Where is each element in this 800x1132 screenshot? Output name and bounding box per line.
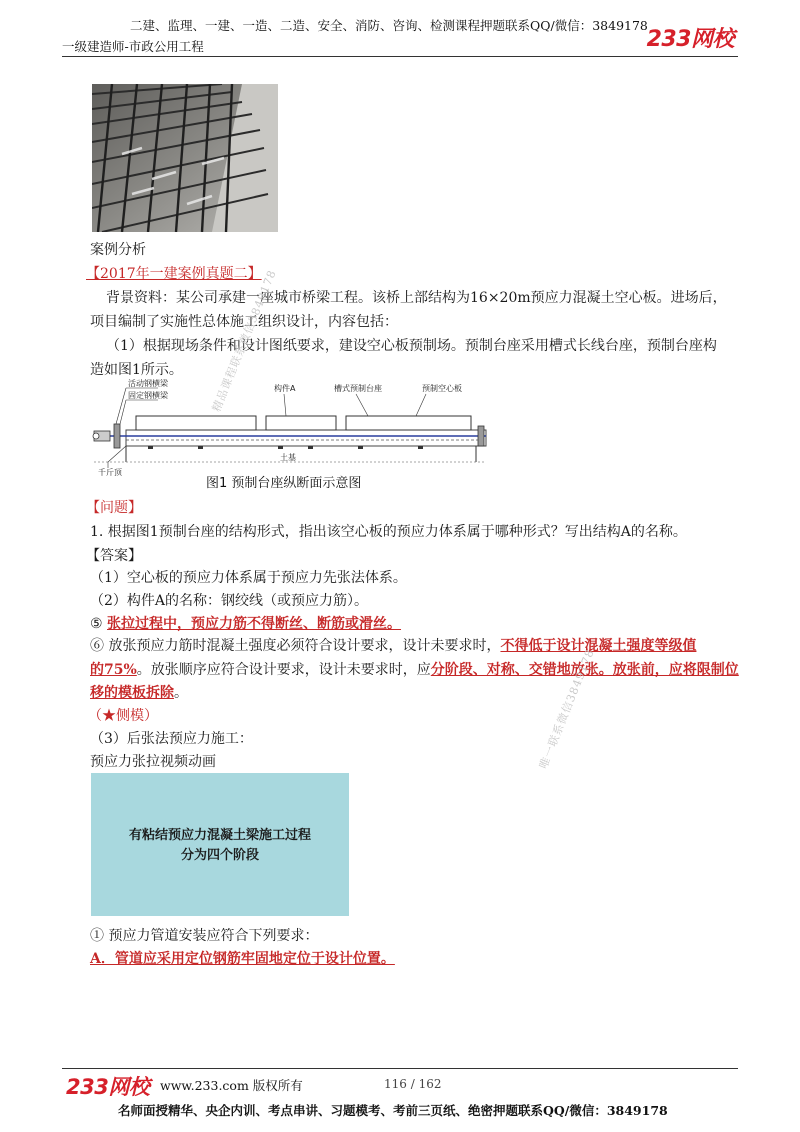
answer-label: 【答案】 xyxy=(86,548,142,564)
point-6-pre: ⑥ 放张预应力筋时混凝土强度必须符合设计要求，设计未要求时， xyxy=(90,638,501,654)
footer-brand-logo: 233网校 xyxy=(66,1075,150,1099)
header-divider xyxy=(62,56,738,57)
label-soil-base: 土基 xyxy=(280,453,296,462)
question-label: 【问题】 xyxy=(86,500,142,516)
video-caption xyxy=(91,826,349,866)
label-movable-beam: 活动钢横梁 xyxy=(128,379,168,388)
label-component-a: 构件A xyxy=(274,384,296,393)
footer-divider xyxy=(62,1068,738,1069)
brand-logo: 233网校 xyxy=(646,27,734,52)
point-1: ① 预应力管道安装应符合下列要求： xyxy=(90,928,319,944)
exam-title: 【2017年一建案例真题二】 xyxy=(86,266,262,282)
point-6-red-1: 不得低于设计混凝土强度等级值 xyxy=(500,638,697,654)
item-3: （3）后张法预应力施工： xyxy=(90,731,253,747)
background-line-2: 项目编制了实施性总体施工组织设计，内容包括： xyxy=(90,314,398,330)
point-5-number: ⑤ xyxy=(90,616,108,632)
point-a: A．管道应采用定位钢筋牢固地定位于设计位置。 xyxy=(90,951,395,967)
point-5-text: 张拉过程中，预应力筋不得断丝、断筋或滑丝。 xyxy=(107,616,402,632)
item-1-line-2: 造如图1所示。 xyxy=(90,362,183,378)
label-hollow-slab: 预制空心板 xyxy=(422,384,462,393)
background-line-1: 背景资料：某公司承建一座城市桥梁工程。该桥上部结构为16×20m预应力混凝土空心板。进场后， xyxy=(106,290,727,306)
footer-contact-line: 名师面授精华、央企内训、考点串讲、习题模考、考前三页纸、绝密押题联系QQ/微信：3849178 xyxy=(118,1103,668,1118)
watermark-2: 唯一联系微信3849178 xyxy=(536,647,597,771)
label-trough-pedestal: 槽式预制台座 xyxy=(334,384,382,393)
point-6-red-2: 的75% xyxy=(90,662,137,678)
rebar-photo xyxy=(92,84,278,232)
point-6-line-2 xyxy=(90,658,739,682)
answer-1: （1）空心板的预应力体系属于预应力先张法体系。 xyxy=(90,570,407,586)
point-6-red-4: 移的模板拆除 xyxy=(90,685,174,701)
page-number: 116 / 162 xyxy=(384,1077,442,1091)
point-6-end: 。 xyxy=(174,685,188,701)
header-subtitle: 一级建造师-市政公用工程 xyxy=(62,39,204,54)
rebar-photo-graphic xyxy=(92,84,278,232)
video-label: 预应力张拉视频动画 xyxy=(90,754,216,770)
question-text: 1. 根据图1预制台座的结构形式，指出该空心板的预应力体系属于哪种形式？写出结构A的名称。 xyxy=(90,524,687,540)
point-6-line-3 xyxy=(90,681,188,705)
label-jack: 千斤顶 xyxy=(98,468,122,477)
point-5 xyxy=(90,612,401,636)
header-contact-line: 二建、监理、一建、一造、二造、安全、消防、咨询、检测课程押题联系QQ/微信：3849178 xyxy=(130,18,648,33)
case-analysis-label: 案例分析 xyxy=(90,242,146,258)
pedestal-diagram xyxy=(86,376,496,486)
answer-2: （2）构件A的名称：钢绞线（或预应力筋）。 xyxy=(90,593,369,609)
video-caption-line-1: 有粘结预应力混凝土梁施工过程 xyxy=(128,828,311,843)
point-6-red-3: 分阶段、对称、交错地放张。放张前，应将限制位 xyxy=(430,662,739,678)
figure-caption: 图1 预制台座纵断面示意图 xyxy=(206,476,362,491)
item-1-line-1: （1）根据现场条件和设计图纸要求，建设空心板预制场。预制台座采用槽式长线台座，预制台座构 xyxy=(106,338,717,354)
watermark-1: 精品课程联系微信3849178 xyxy=(209,267,279,414)
video-caption-line-2: 分为四个阶段 xyxy=(180,848,259,863)
point-6-mid: 。放张顺序应符合设计要求，设计未要求时，应 xyxy=(136,662,431,678)
label-fixed-beam: 固定钢横梁 xyxy=(128,391,168,400)
side-form-note: （★侧模） xyxy=(88,708,158,724)
footer-copyright: www.233.com 版权所有 xyxy=(160,1078,303,1093)
point-6-line-1 xyxy=(90,634,710,658)
